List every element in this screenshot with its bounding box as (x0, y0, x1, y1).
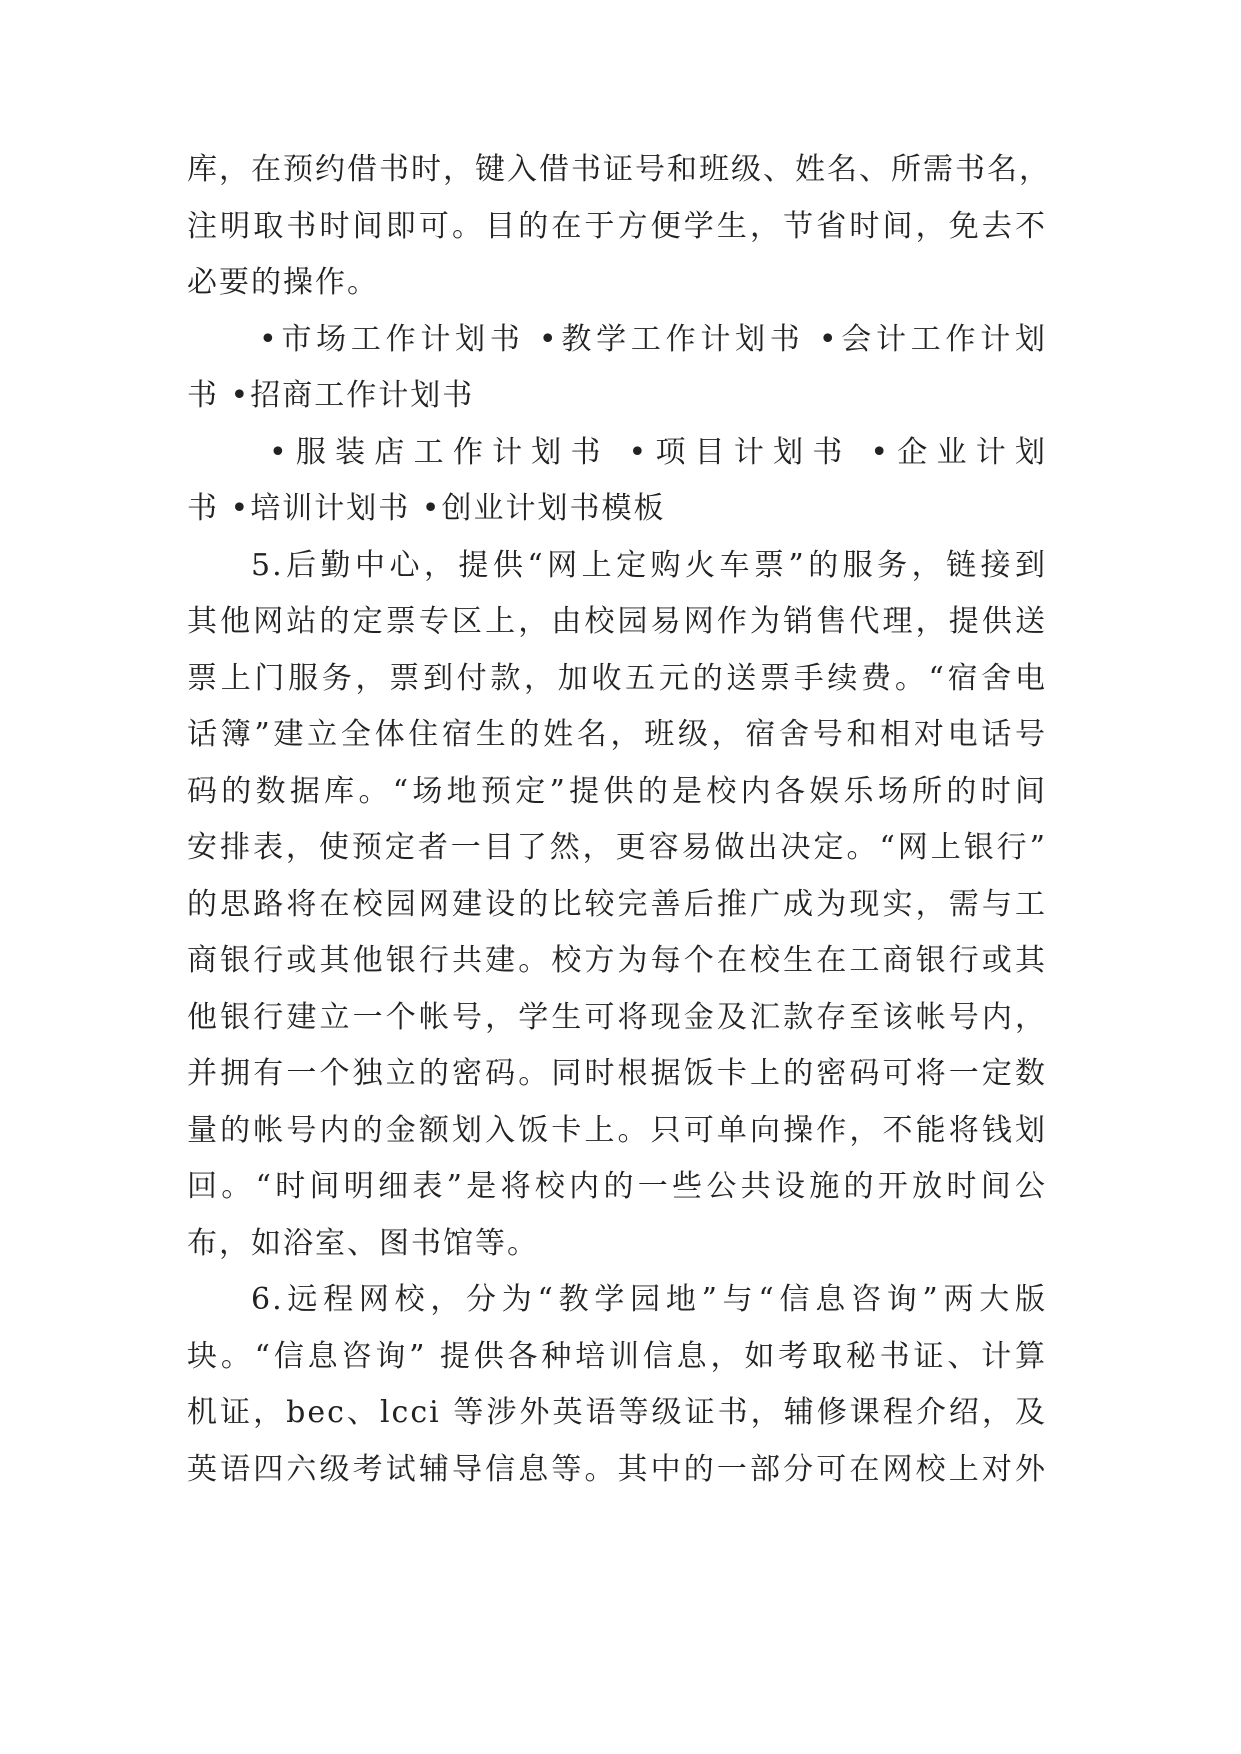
text-line: 回。“时间明细表”是将校内的一些公共设施的开放时间公 (187, 1169, 1047, 1204)
text-line: 其他网站的定票专区上，由校园易网作为销售代理，提供送 (187, 604, 1047, 639)
text-line: 布，如浴室、图书馆等。 (187, 1226, 539, 1261)
text-line: 注明取书时间即可。目的在于方便学生，节省时间，免去不 (187, 209, 1047, 244)
text-line: 话簿”建立全体住宿生的姓名，班级，宿舍号和相对电话号 (187, 717, 1047, 752)
related-links-line: 书 •培训计划书 •创业计划书模板 (187, 491, 666, 526)
related-links-line: •市场工作计划书 •教学工作计划书 •会计工作计划 (259, 322, 1047, 357)
text-line: 库，在预约借书时，键入借书证号和班级、姓名、所需书名， (187, 152, 1051, 187)
text-line: 安排表，使预定者一目了然，更容易做出决定。“网上银行” (187, 830, 1047, 865)
related-links-line: •服装店工作计划书 •项目计划书 •企业计划 (269, 435, 1047, 470)
text-line: 量的帐号内的金额划入饭卡上。只可单向操作，不能将钱划 (187, 1113, 1047, 1148)
text-line: 他银行建立一个帐号，学生可将现金及汇款存至该帐号内， (187, 1000, 1047, 1035)
text-line: 的思路将在校园网建设的比较完善后推广成为现实，需与工 (187, 887, 1047, 922)
text-line: 5.后勤中心，提供“网上定购火车票”的服务，链接到 (251, 548, 1047, 583)
text-line: 6.远程网校，分为“教学园地”与“信息咨询”两大版 (251, 1282, 1047, 1317)
text-line: 块。“信息咨询” 提供各种培训信息，如考取秘书证、计算 (187, 1339, 1047, 1374)
text-line: 必要的操作。 (187, 265, 379, 300)
related-links-line: 书 •招商工作计划书 (187, 378, 475, 413)
text-line: 票上门服务，票到付款，加收五元的送票手续费。“宿舍电 (187, 661, 1047, 696)
text-line: 机证，bec、lcci 等涉外英语等级证书，辅修课程介绍，及 (187, 1395, 1047, 1430)
text-line: 并拥有一个独立的密码。同时根据饭卡上的密码可将一定数 (187, 1056, 1047, 1091)
text-line: 英语四六级考试辅导信息等。其中的一部分可在网校上对外 (187, 1452, 1047, 1487)
text-line: 商银行或其他银行共建。校方为每个在校生在工商银行或其 (187, 943, 1047, 978)
text-line: 码的数据库。“场地预定”提供的是校内各娱乐场所的时间 (187, 774, 1047, 809)
